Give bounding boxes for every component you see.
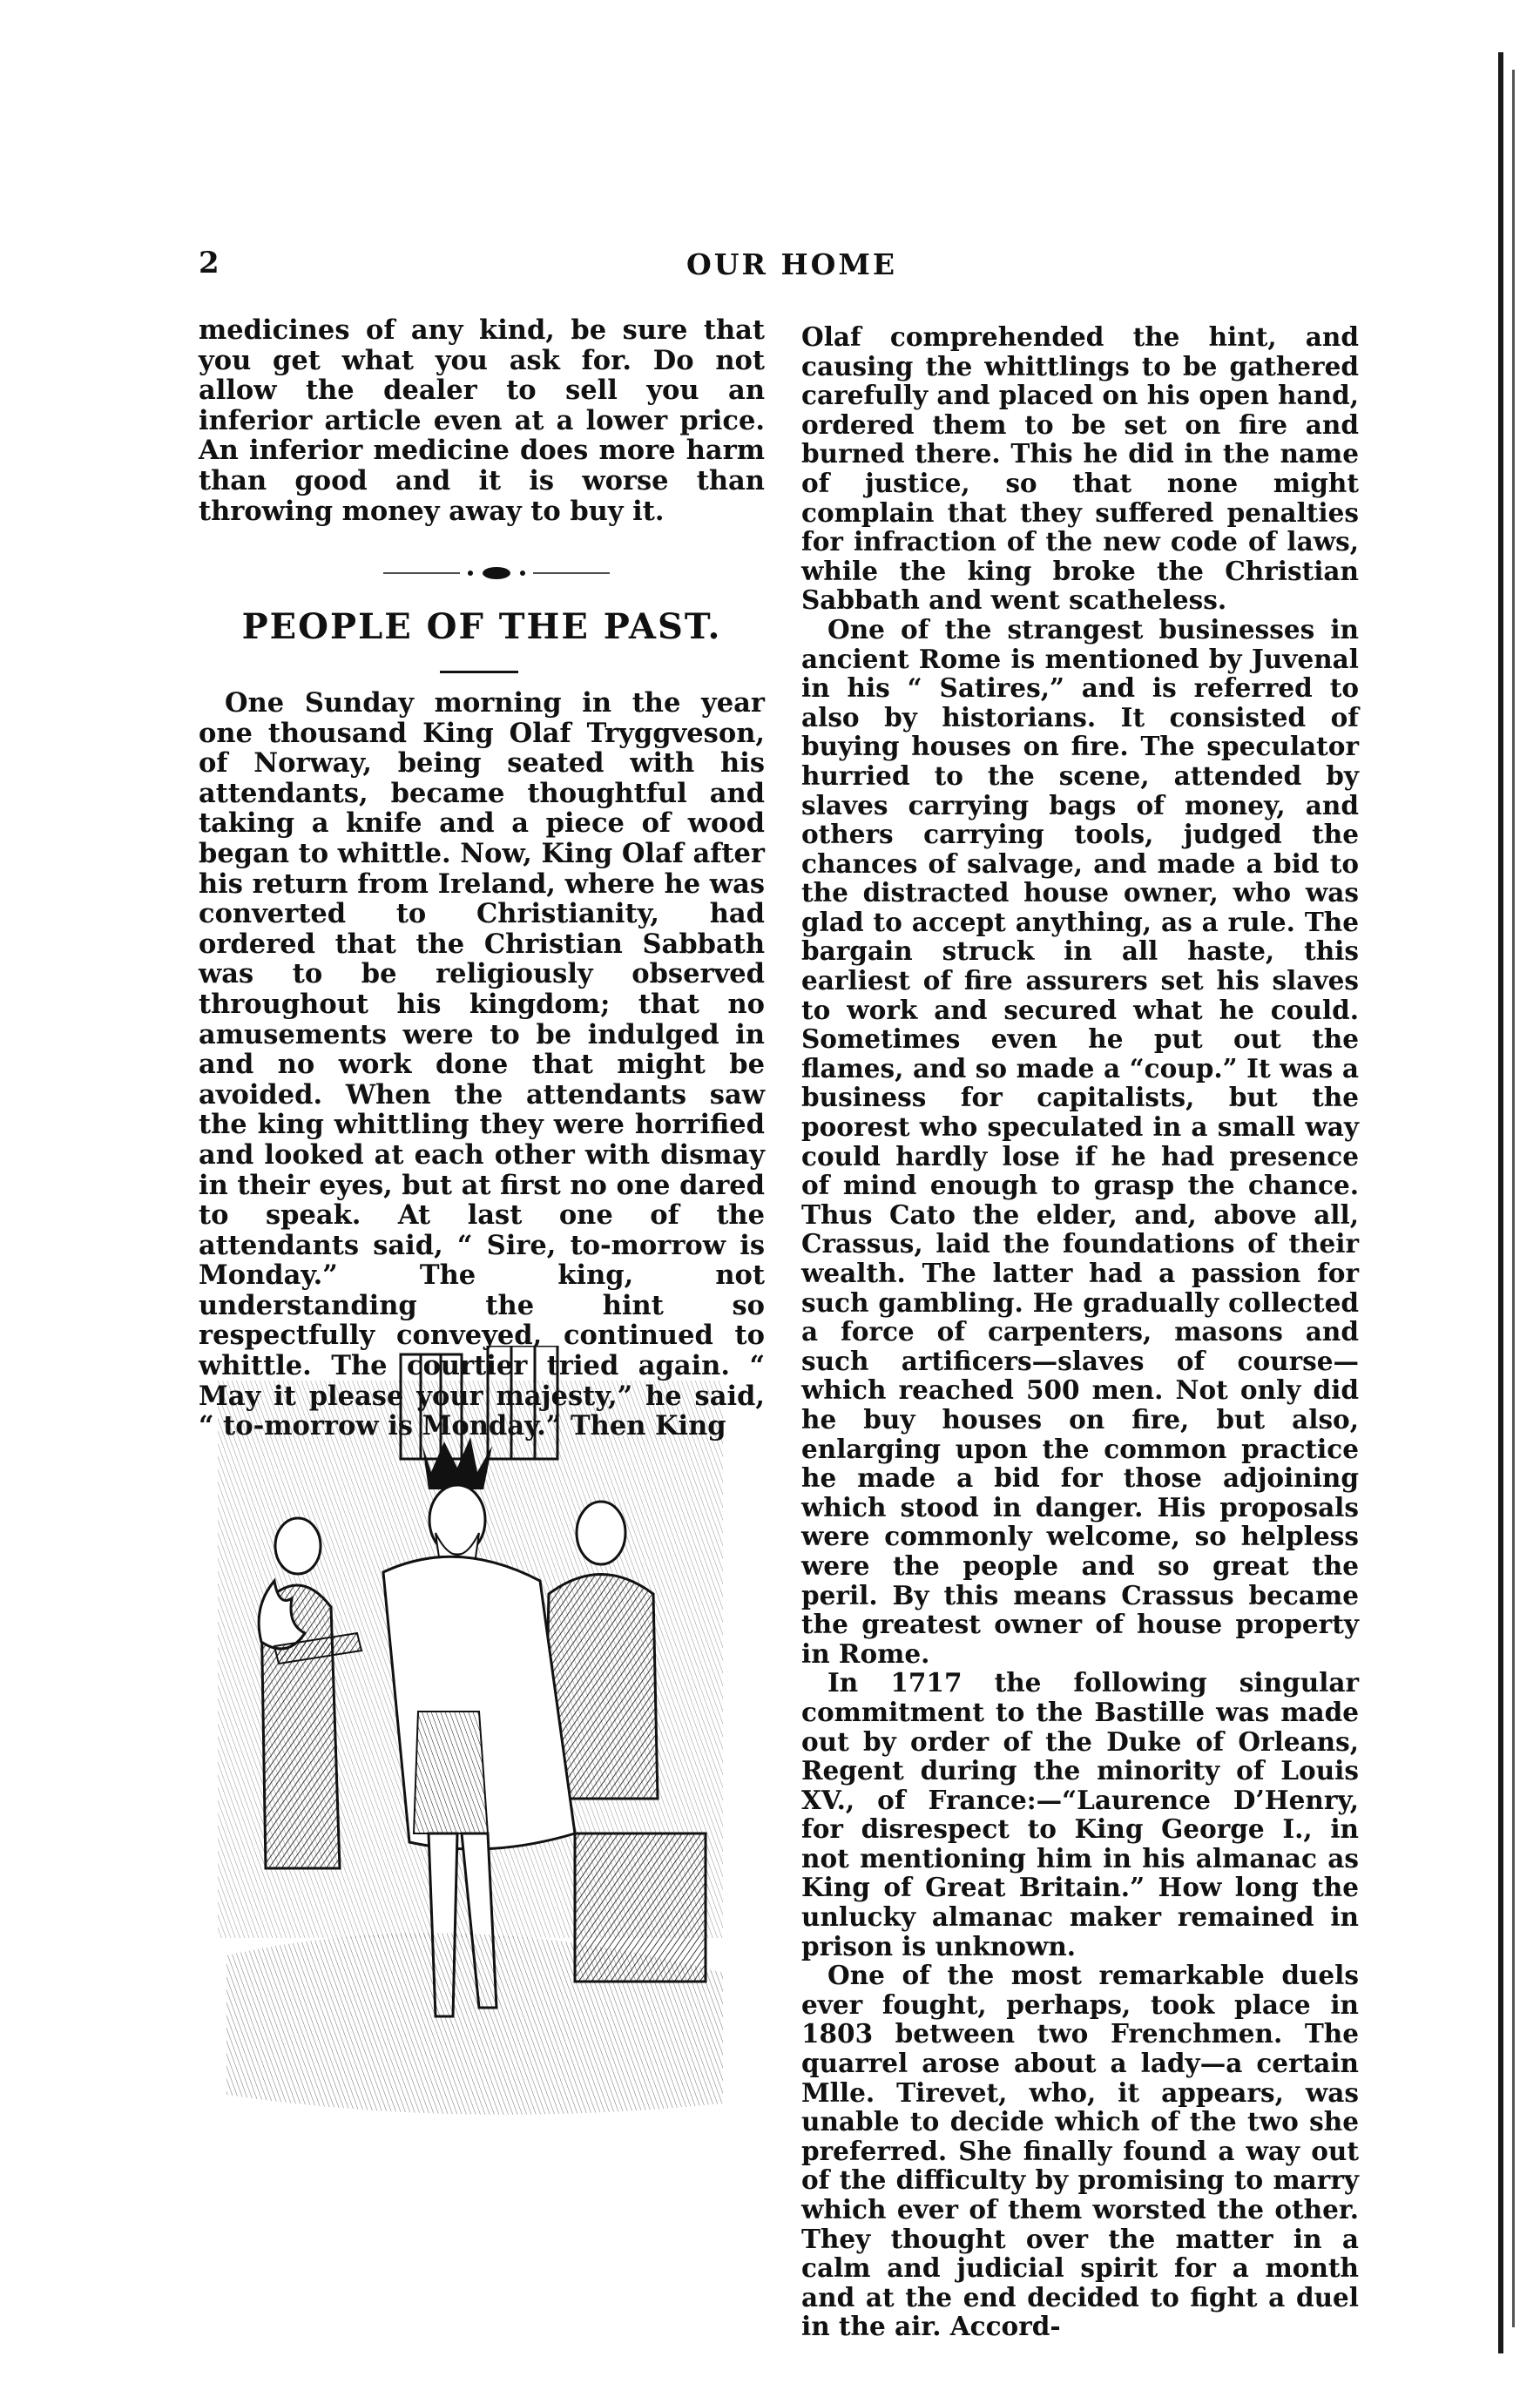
title-rule — [440, 671, 518, 673]
article-title: PEOPLE OF THE PAST. — [241, 606, 722, 647]
intro-paragraph: medicines of any kind, be sure that you get what you ask for. Do not allow the dealer to sell you an inferior article even at a lower price. An inferior medicine does more harm than good and it is worse than throwing money away to buy it. — [199, 314, 765, 527]
left-column-intro — [199, 315, 765, 526]
engraving-illustration-icon — [200, 1346, 749, 2117]
journal-title: OUR HOME — [686, 247, 898, 281]
right-column — [801, 322, 1359, 2341]
left-column-article — [199, 688, 765, 1442]
article-paragraph-1: One Sunday morning in the year one thousand King Olaf Tryggveson, of Norway, being seated with his attendants, became thoughtful and taking a knife and a piece of wood began to whittle. Now, King Olaf after his return from Ireland, where he was converted to Christianity, had ordered that the Christian Sabbath was to be religiously observed throughout his kingdom; that no amusements were to be indulged in and no work done that might be avoided. When the attendants saw the king whittling they were horrified and looked at each other with dismay in their eyes, but at first no one dared to speak. At last one of the attendants said, “ Sire, to-morrow is Monday.” The king, not understanding the hint so respectfully conveyed, continued to whittle. The courtier tried again. “ May it please your majesty,” he said, “ to-morrow is Monday.” Then King — [199, 687, 765, 1442]
right-paragraph-1: Olaf comprehended the hint, and causing the whittlings to be gathered carefully and placed on his open hand, ordered them to be set on fire and burned there. This he did in the name of justice, so that none might complain that they suffered penalties for infraction of the new code of laws, while the king broke the Christian Sabbath and went scatheless. — [801, 321, 1360, 616]
right-paragraph-3: In 1717 the following singular commitment to the Bastille was made out by order of the Duke of Orleans, Regent during the minority of Louis XV., of France:—“Laurence D’Henry, for disrespect to King George I., in not mentioning him in his almanac as King of Great Britain.” How long the unlucky almanac maker remained in prison is unknown. — [801, 1667, 1359, 1961]
right-paragraph-4: One of the most remarkable duels ever fought, perhaps, took place in 1803 between two Frenchmen. The quarrel arose about a lady—a certain Mlle. Tirevet, who, it appears, was unable to decide which of the two she preferred. She finally found a way out of the difficulty by promising to marry which ever of them worsted the other. They thought over the matter in a calm and judicial spirit for a month and at the end decided to fight a duel in the air. Accord- — [801, 1960, 1359, 2342]
right-paragraph-2: One of the strangest businesses in ancient Rome is mentioned by Juvenal in his “ Satires,” and is referred to also by historians. It consisted of buying houses on fire. The speculator hurried to the scene, attended by slaves carrying bags of money, and others carrying tools, judged the chances of salvage, and made a bid to the distracted house owner, who was glad to accept anything, as a rule. The bargain struck in all haste, this earliest of fire assurers set his slaves to work and secured what he could. Sometimes even he put out the flames, and so made a “coup.” It was a business for capitalists, but the poorest who speculated in a small way could hardly lose if he had presence of mind enough to grasp the chance. Thus Cato the elder, and, above all, Crassus, laid the foundations of their wealth. The latter had a passion for such gambling. He gradually collected a force of carpenters, masons and such artificers—slaves of course—which reached 500 men. Not only did he buy houses on fire, but also, enlarging upon the common practice he made a bid for those adjoining which stood in danger. His proposals were commonly welcome, so helpless were the people and so great the peril. By this means Crassus became the greatest owner of house property in Rome. — [801, 613, 1359, 1669]
page-number: 2 — [199, 246, 220, 280]
page-edge-inner — [1512, 70, 1515, 2327]
page-edge — [1498, 52, 1503, 2353]
running-head — [199, 237, 1348, 289]
ornament-divider — [383, 564, 610, 582]
